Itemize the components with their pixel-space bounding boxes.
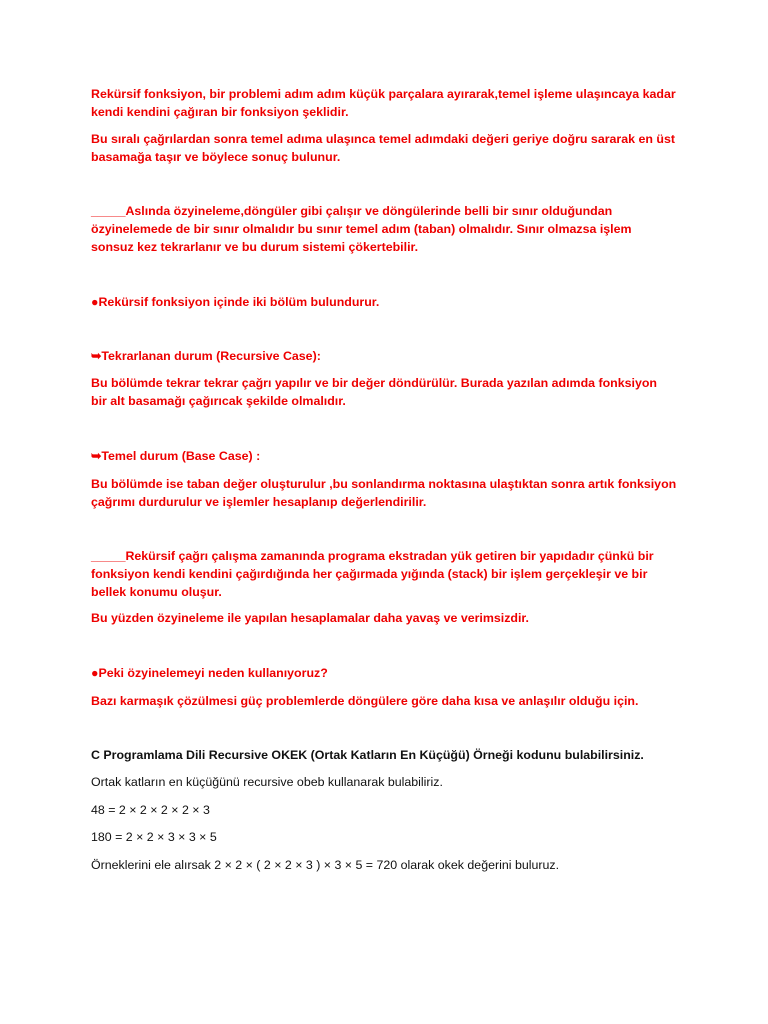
runtime-cost-paragraph: _____Rekürsif çağrı çalışma zamanında programa ekstradan yük getiren bir yapıdadır çünkü bir fonksiyon kendi kendini çağırdığında her çağırmada yığında (stack) bir işlem gerçekleşir ve bir bellek konumu oluşur. bbox=[91, 549, 654, 599]
base-case-heading: ➥Temel durum (Base Case) : bbox=[91, 449, 261, 463]
factorization-48: 48 = 2 × 2 × 2 × 2 × 3 bbox=[91, 803, 210, 817]
recursion-limit-paragraph: _____Aslında özyineleme,döngüler gibi çalışır ve döngülerinde belli bir sınır olduğundan özyinelemede de bir sınır olmalıdır bu sınır temel adım (taban) olmalıdır. Sınır olmazsa işlem sonsuz kez tekrarlanır ve bu durum sistemi çökertebilir. bbox=[91, 204, 632, 254]
okek-intro-paragraph: Ortak katların en küçüğünü recursive obeb kullanarak bulabiliriz. bbox=[91, 775, 443, 789]
intro-definition-paragraph: Rekürsif fonksiyon, bir problemi adım adım küçük parçalara ayırarak,temel işleme ulaşıncaya kadar kendi kendini çağıran bir fonksiyon şeklidir. bbox=[91, 87, 676, 119]
why-use-answer-paragraph: Bazı karmaşık çözülmesi güç problemlerde döngülere göre daha kısa ve anlaşılır olduğu için. bbox=[91, 694, 639, 708]
two-parts-bullet: ●Rekürsif fonksiyon içinde iki bölüm bulundurur. bbox=[91, 295, 380, 309]
factorization-180: 180 = 2 × 2 × 3 × 3 × 5 bbox=[91, 830, 217, 844]
intro-result-paragraph: Bu sıralı çağrılardan sonra temel adıma ulaşınca temel adımdaki değeri geriye doğru sararak en üst basamağa taşır ve böylece sonuç bulunur. bbox=[91, 132, 675, 164]
base-case-paragraph: Bu bölümde ise taban değer oluşturulur ,bu sonlandırma noktasına ulaştıktan sonra artık fonksiyon çağrımı durdurulur ve işlemler hesaplanıp değerlendirilir. bbox=[91, 477, 677, 509]
why-use-bullet: ●Peki özyinelemeyi neden kullanıyoruz? bbox=[91, 666, 328, 680]
okek-heading: C Programlama Dili Recursive OKEK (Ortak Katların En Küçüğü) Örneği kodunu bulabilirsiniz. bbox=[91, 748, 644, 762]
slow-inefficient-paragraph: Bu yüzden özyineleme ile yapılan hesaplamalar daha yavaş ve verimsizdir. bbox=[91, 611, 530, 625]
recursive-case-heading: ➥Tekrarlanan durum (Recursive Case): bbox=[91, 349, 321, 363]
recursive-case-paragraph: Bu bölümde tekrar tekrar çağrı yapılır ve bir değer döndürülür. Burada yazılan adımda fonksiyon bir alt basamağı çağırıcak şekilde olmalıdır. bbox=[91, 376, 657, 408]
okek-result-paragraph: Örneklerini ele alırsak 2 × 2 × ( 2 × 2 × 3 ) × 3 × 5 = 720 olarak okek değerini buluruz. bbox=[91, 858, 560, 872]
